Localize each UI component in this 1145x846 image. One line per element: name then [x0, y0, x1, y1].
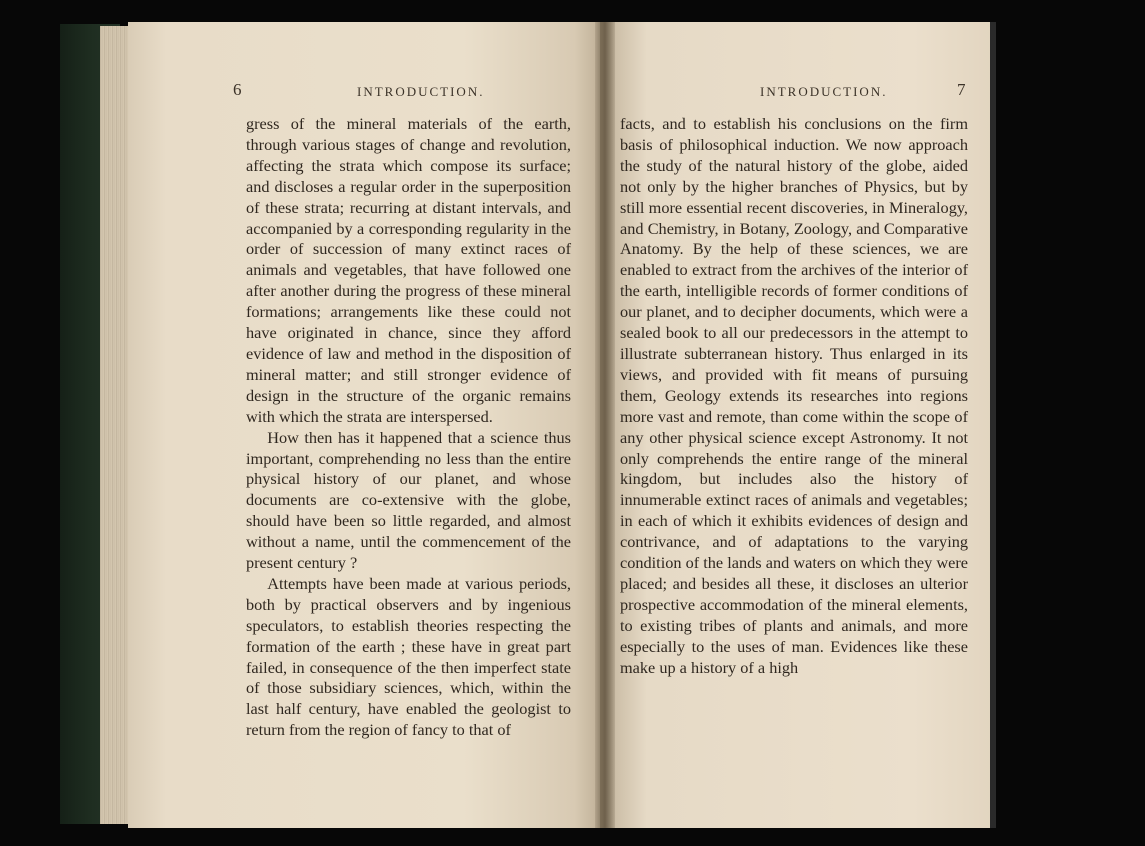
right-page-number: 7 [957, 80, 966, 99]
left-paragraph-1: gress of the mineral materials of the earth, through various stages of change and revolution, affecting the strata which compose its surface; and discloses a regular order in the superposition of these strata; recurring at distant intervals, and accompanied by a corresponding regularity in the order of succession of many extinct races of animals and vegetables, that have followed one after another during the progress of these mineral formations; arrangements like these could not have originated in chance, since they afford evidence of law and method in the disposition of mineral matter; and still stronger evidence of design in the structure of the organic remains with which the strata are interspersed. [246, 114, 571, 426]
right-running-header: INTRODUCTION. [760, 84, 888, 99]
book-cover-right [990, 22, 996, 828]
left-page-number: 6 [233, 80, 242, 99]
left-paragraph-2: How then has it happened that a science thus important, comprehending no less than the entire physical history of our planet, and whose documents are co-extensive with the globe, should have been so little regarded, and almost without a name, until the commencement of the present century ? [246, 427, 571, 573]
right-paragraph-1: facts, and to establish his conclusions on the firm basis of philosophical induction. We now approach the study of the natural history of the globe, aided not only by the higher branches of Physics, but by still more essential recent discoveries, in Mineralogy, and Chemistry, in Botany, Zoology, and Comparative Anatomy. By the help of these sciences, we are enabled to extract from the archives of the interior of the earth, intelligible records of former conditions of our planet, and to decipher documents, which were a sealed book to all our predecessors in the attempt to illustrate subterranean history. Thus enlarged in its views, and provided with fit means of pursuing them, Geology extends its researches into regions more vast and remote, than come within the scope of any other physical science except Astronomy. It not only comprehends the entire range of the mineral kingdom, but includes also the history of innumerable extinct races of animals and vegetables; in each of which it exhibits evidences of design and contrivance, and of adaptations to the varying condition of the lands and waters on which they were placed; and besides all these, it discloses an ulterior prospective accommodation of the mineral elements, to existing tribes of plants and animals, and more especially to the uses of man. Evidences like these make up a history of a high [620, 114, 968, 677]
left-running-header: INTRODUCTION. [357, 84, 485, 99]
book-gutter [595, 22, 615, 828]
left-page-text [246, 114, 571, 741]
right-page-text [620, 114, 968, 678]
left-paragraph-3: Attempts have been made at various periods, both by practical observers and by ingenious speculators, to establish theories respecting the formation of the earth ; these have in great part failed, in consequence of the then imperfect state of those subsidiary sciences, which, within the last half century, have enabled the geologist to return from the region of fancy to that of [246, 573, 571, 740]
